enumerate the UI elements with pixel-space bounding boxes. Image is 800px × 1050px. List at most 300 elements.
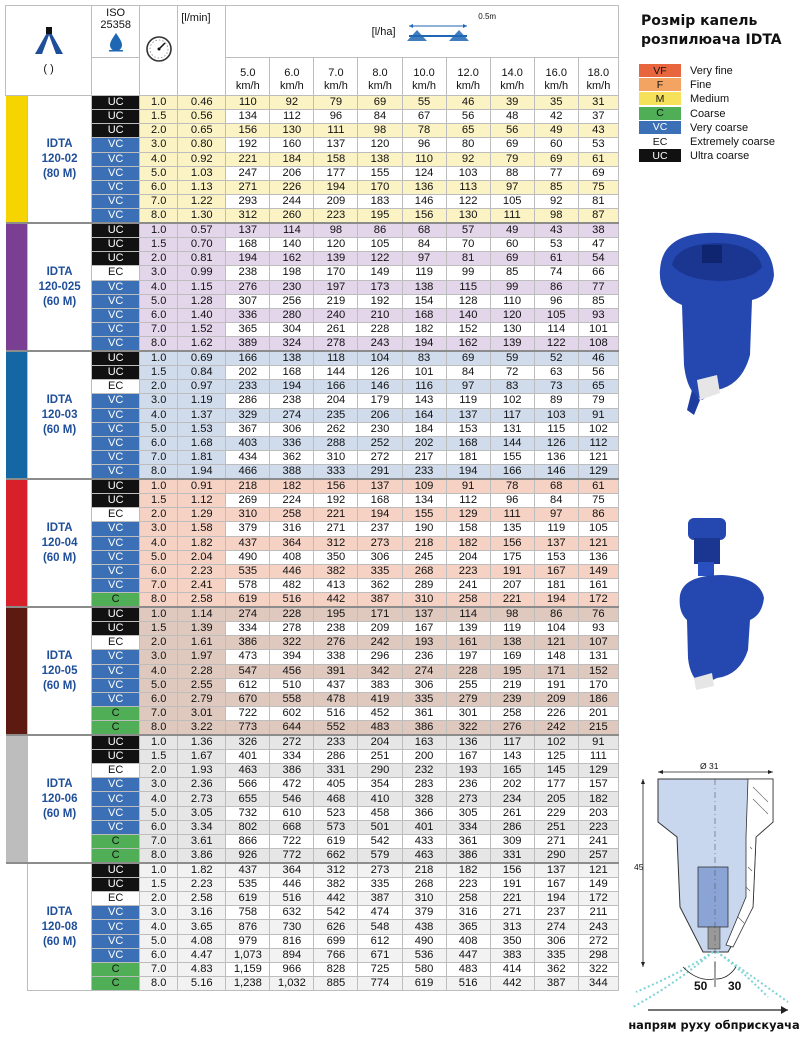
rate-value: 542	[314, 906, 358, 920]
rate-value: 194	[270, 380, 314, 394]
nozzle-model-line: IDTA	[46, 137, 73, 150]
rate-value: 322	[270, 636, 314, 650]
legend-swatch: M	[639, 92, 681, 106]
rate-value: 77	[578, 280, 618, 294]
flow-value: 2.73	[178, 792, 226, 806]
rate-value: 170	[314, 266, 358, 280]
nozzle-model-line: (60 M)	[42, 807, 77, 820]
rate-value: 118	[314, 351, 358, 366]
pressure-value: 3.0	[140, 778, 178, 792]
flow-value: 0.97	[178, 380, 226, 394]
droplet-class: UC	[92, 366, 140, 380]
rate-value: 379	[402, 906, 446, 920]
rate-value: 121	[578, 863, 618, 878]
flow-value: 3.01	[178, 706, 226, 720]
rate-value: 137	[314, 138, 358, 152]
group-color-band	[6, 96, 28, 224]
rate-value: 182	[578, 792, 618, 806]
rate-value: 207	[490, 578, 534, 592]
rate-value: 112	[446, 494, 490, 508]
rate-value: 72	[490, 366, 534, 380]
rate-value: 668	[270, 820, 314, 834]
legend-label: Coarse	[690, 107, 726, 120]
rate-value: 46	[446, 96, 490, 110]
rate-value: 116	[402, 380, 446, 394]
rate-value: 66	[578, 266, 618, 280]
rate-value: 655	[226, 792, 270, 806]
rate-value: 81	[578, 194, 618, 208]
rate-value: 283	[402, 778, 446, 792]
speed-header	[314, 58, 358, 96]
flow-value: 2.28	[178, 664, 226, 678]
rate-value: 138	[402, 280, 446, 294]
rate-value: 218	[226, 479, 270, 494]
rate-value: 63	[534, 366, 578, 380]
rate-value: 57	[446, 223, 490, 238]
legend-label: Ultra coarse	[690, 150, 750, 163]
rate-value: 816	[270, 934, 314, 948]
speed-header	[534, 58, 578, 96]
table-row	[6, 834, 619, 848]
flow-value: 0.70	[178, 238, 226, 252]
rate-value: 53	[578, 138, 618, 152]
rate-value: 334	[446, 820, 490, 834]
rate-value: 168	[226, 238, 270, 252]
rate-value: 130	[270, 124, 314, 138]
rate-value: 117	[490, 735, 534, 750]
rate-value: 93	[578, 622, 618, 636]
rate-value: 1,032	[270, 977, 314, 991]
droplet-class: UC	[92, 622, 140, 636]
rate-value: 75	[578, 180, 618, 194]
flow-value: 1.52	[178, 322, 226, 336]
rate-value: 387	[534, 977, 578, 991]
pressure-value: 6.0	[140, 180, 178, 194]
speed-unit: km/h	[412, 80, 436, 92]
rate-value: 456	[270, 664, 314, 678]
rate-value: 333	[314, 465, 358, 480]
rate-value: 306	[534, 934, 578, 948]
rate-value: 304	[270, 322, 314, 336]
rate-value: 482	[270, 578, 314, 592]
rate-value: 255	[446, 678, 490, 692]
rate-value: 446	[270, 564, 314, 578]
rate-value: 232	[402, 764, 446, 778]
rate-value: 120	[314, 238, 358, 252]
rate-value: 446	[270, 878, 314, 892]
flow-value: 0.92	[178, 152, 226, 166]
nozzle-model-line: IDTA	[46, 649, 73, 662]
rate-value: 243	[578, 920, 618, 934]
pressure-value: 8.0	[140, 977, 178, 991]
table-row	[6, 422, 619, 436]
rate-value: 134	[226, 110, 270, 124]
table-row	[6, 593, 619, 608]
table-row	[6, 536, 619, 550]
rate-value: 137	[534, 863, 578, 878]
rate-value: 211	[578, 906, 618, 920]
rate-value: 69	[534, 152, 578, 166]
rate-value: 79	[490, 152, 534, 166]
pressure-value: 4.0	[140, 792, 178, 806]
rate-value: 272	[578, 934, 618, 948]
rate-value: 290	[358, 764, 402, 778]
table-row	[6, 692, 619, 706]
rate-value: 186	[578, 692, 618, 706]
rate-value: 236	[446, 778, 490, 792]
rate-value: 516	[270, 593, 314, 608]
rate-value: 92	[446, 152, 490, 166]
rate-value: 434	[226, 450, 270, 464]
rate-value: 403	[226, 436, 270, 450]
rate-value: 139	[446, 622, 490, 636]
flow-value: 1.14	[178, 607, 226, 622]
flow-value: 1.53	[178, 422, 226, 436]
rate-value: 578	[226, 578, 270, 592]
rate-value: 115	[534, 422, 578, 436]
table-row	[6, 223, 619, 238]
rate-value: 233	[402, 465, 446, 480]
rate-value: 286	[226, 394, 270, 408]
rate-value: 251	[534, 820, 578, 834]
rate-value: 262	[314, 422, 358, 436]
rate-value: 136	[402, 180, 446, 194]
rate-value: 387	[358, 593, 402, 608]
group-color-band	[6, 863, 28, 991]
legend-label: Medium	[690, 93, 730, 106]
rate-value: 206	[358, 408, 402, 422]
rate-value: 401	[226, 750, 270, 764]
table-row	[6, 622, 619, 636]
rate-value: 548	[358, 920, 402, 934]
rate-value: 644	[270, 721, 314, 736]
table-row	[6, 494, 619, 508]
rate-value: 258	[446, 593, 490, 608]
rate-value: 387	[358, 892, 402, 906]
rate-value: 239	[490, 692, 534, 706]
rate-value: 119	[446, 394, 490, 408]
pressure-value: 6.0	[140, 820, 178, 834]
rate-value: 223	[578, 820, 618, 834]
rate-value: 252	[358, 436, 402, 450]
rate-value: 137	[226, 223, 270, 238]
rate-value: 331	[314, 764, 358, 778]
diameter-label: Ø 31	[700, 761, 719, 771]
pressure-value: 3.0	[140, 266, 178, 280]
rate-value: 68	[534, 479, 578, 494]
rate-value: 194	[534, 892, 578, 906]
rate-value: 230	[270, 280, 314, 294]
table-row	[6, 337, 619, 352]
rate-value: 47	[578, 238, 618, 252]
rate-value: 306	[270, 422, 314, 436]
rate-value: 144	[314, 366, 358, 380]
flow-value: 5.16	[178, 977, 226, 991]
droplet-class: EC	[92, 380, 140, 394]
speed-header	[358, 58, 402, 96]
legend-item	[639, 78, 789, 92]
rate-value: 310	[314, 450, 358, 464]
droplet-class: VC	[92, 322, 140, 336]
rate-value: 204	[358, 735, 402, 750]
rate-value: 335	[358, 564, 402, 578]
rate-value: 182	[446, 863, 490, 878]
rate-value: 344	[578, 977, 618, 991]
nozzle-model-line: (80 M)	[42, 167, 77, 180]
rate-value: 237	[358, 522, 402, 536]
nozzle-photo-exploded	[632, 480, 798, 710]
rate-value: 194	[358, 508, 402, 522]
flow-value: 1.13	[178, 180, 226, 194]
pressure-value: 8.0	[140, 209, 178, 224]
rate-value: 523	[314, 806, 358, 820]
nozzle-model-line: 120-03	[41, 408, 78, 421]
rate-value: 209	[314, 194, 358, 208]
pressure-value: 2.0	[140, 380, 178, 394]
rate-value: 126	[358, 366, 402, 380]
table-row	[6, 977, 619, 991]
table-row	[6, 792, 619, 806]
rate-value: 137	[358, 479, 402, 494]
table-row	[6, 294, 619, 308]
rate-value: 240	[314, 308, 358, 322]
rate-value: 288	[314, 436, 358, 450]
rate-value: 221	[226, 152, 270, 166]
rate-value: 39	[490, 96, 534, 110]
rate-value: 312	[226, 209, 270, 224]
rate-value: 49	[490, 223, 534, 238]
rate-value: 61	[578, 152, 618, 166]
rate-value: 124	[402, 166, 446, 180]
droplet-class: VC	[92, 308, 140, 322]
table-row	[6, 96, 619, 110]
nozzle-photo-front	[632, 215, 798, 430]
spacing-label: 0.5m	[478, 12, 497, 21]
rate-value: 153	[534, 550, 578, 564]
rate-value: 293	[226, 194, 270, 208]
rate-value: 168	[446, 436, 490, 450]
legend-item	[639, 107, 789, 121]
rate-value: 276	[226, 280, 270, 294]
legend-swatch: VF	[639, 64, 681, 78]
pressure-value: 7.0	[140, 706, 178, 720]
rate-value: 278	[314, 337, 358, 352]
flow-value: 1.62	[178, 337, 226, 352]
flow-value: 1.15	[178, 280, 226, 294]
rate-value: 86	[534, 280, 578, 294]
rate-value: 209	[358, 622, 402, 636]
rate-value: 619	[314, 834, 358, 848]
rate-value: 191	[490, 878, 534, 892]
rate-value: 38	[578, 223, 618, 238]
rate-value: 200	[402, 750, 446, 764]
pressure-value: 4.0	[140, 664, 178, 678]
table-row	[6, 238, 619, 252]
pressure-value: 1.0	[140, 351, 178, 366]
rate-value: 56	[490, 124, 534, 138]
rate-value: 110	[226, 96, 270, 110]
rate-value: 78	[490, 479, 534, 494]
rate-value: 97	[490, 180, 534, 194]
pressure-value: 5.0	[140, 550, 178, 564]
angle-left-label: 50	[694, 979, 708, 993]
rate-value: 112	[270, 110, 314, 124]
rate-value: 167	[534, 564, 578, 578]
height-label: 45	[634, 862, 644, 872]
rate-value: 198	[270, 266, 314, 280]
rate-value: 83	[490, 380, 534, 394]
droplet-class: VC	[92, 778, 140, 792]
direction-arrow-icon	[628, 1004, 800, 1016]
nozzle-model-line: (60 M)	[42, 551, 77, 564]
pressure-value: 1.0	[140, 863, 178, 878]
table-row	[6, 450, 619, 464]
rate-value: 105	[490, 194, 534, 208]
rate-value: 238	[270, 394, 314, 408]
pressure-value: 7.0	[140, 578, 178, 592]
rate-value: 305	[446, 806, 490, 820]
table-row	[6, 849, 619, 864]
table-row	[6, 366, 619, 380]
rate-value: 362	[358, 578, 402, 592]
droplet-class: UC	[92, 96, 140, 110]
droplet-class: UC	[92, 252, 140, 266]
flow-value: 1.30	[178, 209, 226, 224]
rate-value: 257	[578, 849, 618, 864]
droplet-class: VC	[92, 152, 140, 166]
rate-value: 156	[314, 479, 358, 494]
rate-value: 156	[226, 124, 270, 138]
pressure-value: 5.0	[140, 934, 178, 948]
rate-value: 452	[358, 706, 402, 720]
rate-value: 99	[490, 280, 534, 294]
pressure-value: 7.0	[140, 194, 178, 208]
rate-value: 75	[578, 494, 618, 508]
rate-value: 386	[446, 849, 490, 864]
rate-value: 52	[534, 351, 578, 366]
rate-value: 59	[490, 351, 534, 366]
rate-value: 247	[226, 166, 270, 180]
rate-value: 91	[578, 735, 618, 750]
rate-value: 271	[226, 180, 270, 194]
speed-value: 14.0	[501, 67, 523, 79]
pressure-value: 6.0	[140, 948, 178, 962]
rate-value: 155	[358, 166, 402, 180]
rate-value: 501	[358, 820, 402, 834]
rate-value: 335	[534, 948, 578, 962]
rate-value: 157	[578, 778, 618, 792]
rate-value: 42	[534, 110, 578, 124]
pressure-value: 5.0	[140, 678, 178, 692]
table-row	[6, 465, 619, 480]
nozzle-section-diagram	[628, 757, 800, 1019]
rate-value: 195	[358, 209, 402, 224]
legend-swatch: VC	[639, 121, 681, 135]
table-row	[6, 479, 619, 494]
table-row	[6, 394, 619, 408]
rate-value: 61	[578, 479, 618, 494]
flow-value: 2.23	[178, 564, 226, 578]
rate-value: 410	[358, 792, 402, 806]
speed-unit: km/h	[235, 80, 260, 92]
table-row	[6, 252, 619, 266]
rate-value: 84	[402, 238, 446, 252]
rate-value: 84	[534, 494, 578, 508]
table-row	[6, 664, 619, 678]
pressure-value: 1.5	[140, 494, 178, 508]
rate-value: 167	[402, 622, 446, 636]
flow-value: 3.34	[178, 820, 226, 834]
flow-value: 3.65	[178, 920, 226, 934]
rate-value: 102	[534, 735, 578, 750]
rate-value: 238	[226, 266, 270, 280]
rate-value: 516	[314, 706, 358, 720]
rate-value: 243	[358, 337, 402, 352]
table-row	[6, 280, 619, 294]
speed-unit: km/h	[456, 80, 481, 92]
rate-value: 139	[314, 252, 358, 266]
rate-value: 88	[490, 166, 534, 180]
flow-value: 3.86	[178, 849, 226, 864]
rate-value: 235	[314, 408, 358, 422]
rate-value: 221	[490, 593, 534, 608]
rate-value: 120	[490, 308, 534, 322]
rate-value: 191	[534, 678, 578, 692]
table-row	[6, 194, 619, 208]
rate-value: 97	[402, 252, 446, 266]
rate-value: 60	[490, 238, 534, 252]
rate-value: 93	[578, 308, 618, 322]
table-row	[6, 408, 619, 422]
rate-value: 193	[446, 764, 490, 778]
rate-value: 272	[270, 735, 314, 750]
flow-value: 0.46	[178, 96, 226, 110]
rate-value: 483	[358, 721, 402, 736]
rate-value: 162	[446, 337, 490, 352]
speed-unit: km/h	[279, 80, 304, 92]
rate-value: 437	[314, 678, 358, 692]
rate-value: 306	[402, 678, 446, 692]
rate-value: 136	[534, 450, 578, 464]
rate-value: 202	[402, 436, 446, 450]
droplet-class: UC	[92, 479, 140, 494]
rate-value: 383	[490, 948, 534, 962]
rate-value: 516	[446, 977, 490, 991]
rate-value: 334	[270, 750, 314, 764]
rate-value: 885	[314, 977, 358, 991]
flow-header: [l/min]	[178, 6, 226, 96]
rate-value: 468	[314, 792, 358, 806]
nozzle-model	[28, 351, 92, 479]
droplet-class: VC	[92, 678, 140, 692]
nozzle-model-line: 120-02	[41, 152, 78, 165]
rate-value: 472	[270, 778, 314, 792]
pressure-value: 2.0	[140, 508, 178, 522]
table-row	[6, 735, 619, 750]
table-row	[6, 806, 619, 820]
rate-value: 223	[446, 878, 490, 892]
droplet-class: UC	[92, 110, 140, 124]
flow-value: 0.81	[178, 252, 226, 266]
rate-value: 137	[534, 536, 578, 550]
page-title: Розмір капель розпилюача IDTA	[641, 13, 782, 48]
rate-value: 413	[314, 578, 358, 592]
group-color-band	[6, 223, 28, 351]
rate-value: 115	[446, 280, 490, 294]
rate-value: 438	[402, 920, 446, 934]
rate-value: 229	[534, 806, 578, 820]
flow-value: 1.12	[178, 494, 226, 508]
